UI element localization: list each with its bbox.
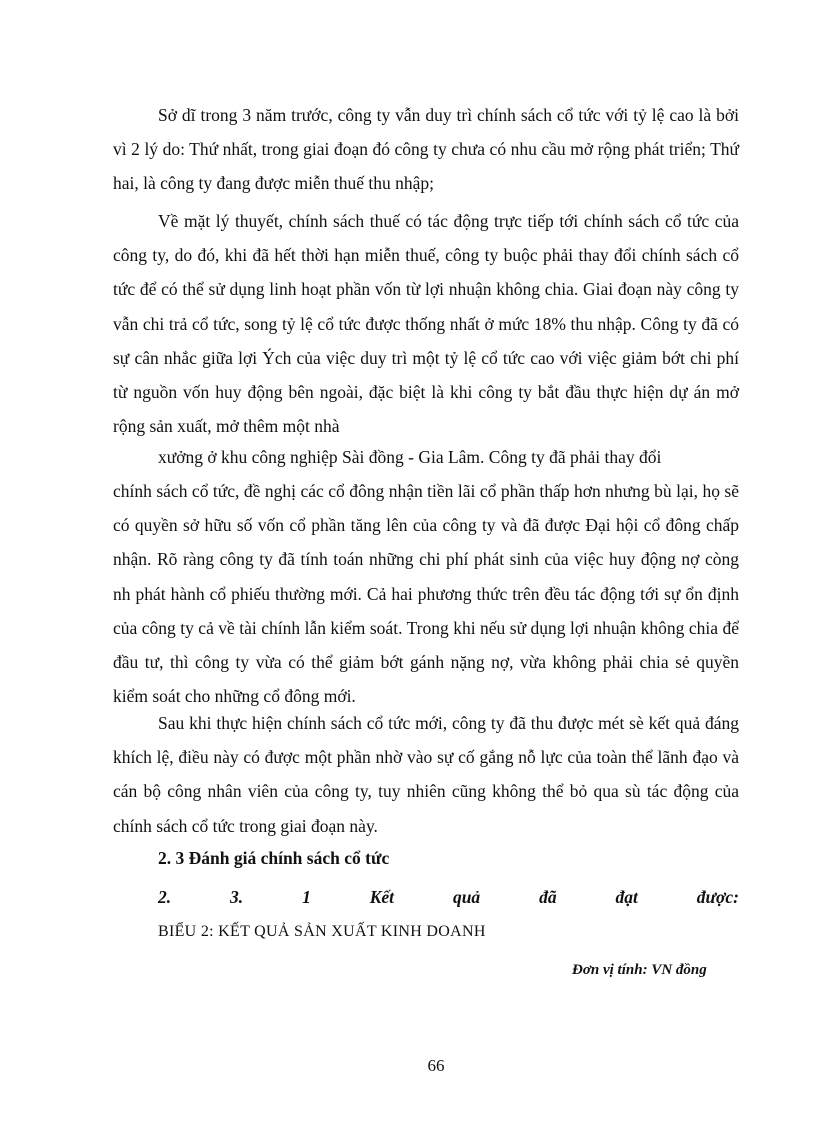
page-number: 66 — [427, 1056, 445, 1075]
paragraph-1: Sở dĩ trong 3 năm trước, công ty vẫn duy trì chính sách cổ tức với tỷ lệ cao là bởi vì 2 lý do: Thứ nhất, trong giai đoạn đó công ty chưa có nhu cầu mở rộng phát triển; Thứ hai, là công ty đang được miễn thuế thu nhập; — [113, 105, 739, 194]
paragraph-2: Về mặt lý thuyết, chính sách thuế có tác động trực tiếp tới chính sách cổ tức của công ty, do đó, khi đã hết thời hạn miễn thuế, công ty buộc phải thay đổi chính sách cổ tức để có thể sử dụng linh hoạt phần vốn từ lợi nhuận không chia. Giai đoạn này công ty vẫn chi trả cổ tức, song tỷ lệ cổ tức được thống nhất ở mức 18% thu nhập. Công ty đã có sự cân nhắc giữa lợi Ých của việc duy trì một tỷ lệ cổ tức cao với việc giảm bớt chi phí từ nguồn vốn huy động bên ngoài, đặc biệt là khi công ty bắt đầu thực hiện dự án mở rộng sản xuất, mở thêm một nhà — [113, 211, 739, 437]
subsection-heading — [158, 884, 739, 910]
subsection-heading-word: 3. — [230, 887, 244, 907]
paragraph-4: Sau khi thực hiện chính sách cổ tức mới, công ty đã thu được mét sè kết quả đáng khích lệ, điều này có được một phần nhờ vào sự cố gắng nỗ lực của toàn thể lãnh đạo và cán bộ công nhân viên của công ty, tuy nhiên cũng không thể bỏ qua sù tác động của chính sách cổ tức trong giai đoạn này. — [113, 713, 739, 836]
paragraph-3-first-line: xưởng ở khu công nghiệp Sài đồng - Gia Lâm. Công ty đã phải thay đổi — [158, 447, 662, 467]
table-caption: BIỂU 2: KẾT QUẢ SẢN XUẤT KINH DOANH — [158, 923, 486, 940]
subsection-heading-word: 1 — [302, 887, 311, 907]
unit-note: Đơn vị tính: VN đồng — [572, 962, 707, 978]
subsection-heading-word: quả — [452, 887, 481, 907]
subsection-heading-word: đã — [539, 887, 557, 907]
paragraph-3: chính sách cổ tức, đề nghị các cổ đông nhận tiền lãi cổ phần thấp hơn nhưng bù lại, họ sẽ có quyền sở hữu số vốn cổ phần tăng lên của công ty và đã được Đại hội cổ đông chấp nhận. Rõ ràng công ty đã tính toán những chi phí phát sinh của việc huy động nợ còng nh phát hành cổ phiếu thường mới. Cả hai phương thức trên đều tác động tới sự ổn định của công ty cả về tài chính lẫn kiểm soát. Trong khi nếu sử dụng lợi nhuận không chia để đầu tư, thì công ty vừa có thể giảm bớt gánh nặng nợ, vừa không phải chia sẻ quyền kiểm soát cho những cổ đông mới. — [113, 481, 739, 707]
section-heading: 2. 3 Đánh giá chính sách cổ tức — [158, 848, 390, 868]
subsection-heading-word: đạt — [615, 887, 638, 907]
subsection-heading-word: 2. — [158, 887, 172, 907]
subsection-heading-word: Kết — [369, 887, 395, 907]
subsection-heading-word: được: — [696, 887, 739, 907]
